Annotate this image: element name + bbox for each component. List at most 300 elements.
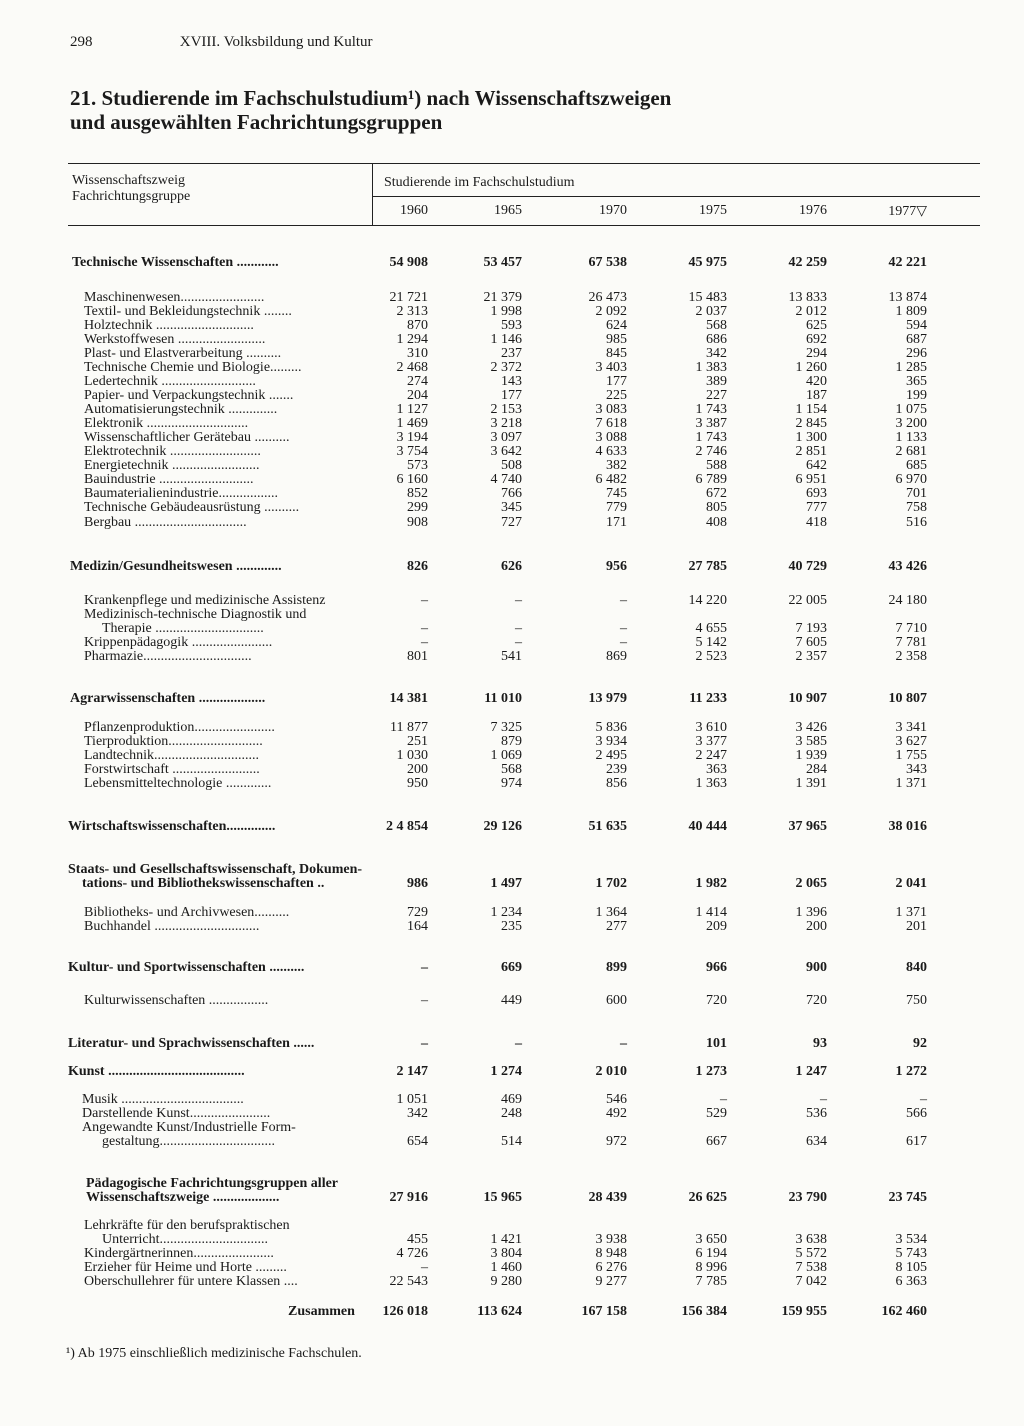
cell-value: 159 955 [781,1304,827,1319]
cell-value: 455 [407,1232,428,1247]
cell-value: 284 [806,762,827,777]
cell-value: 1 809 [895,304,927,319]
cell-value: 239 [606,762,627,777]
cell-value: – [515,635,522,650]
cell-value: 4 740 [490,472,522,487]
cell-value: 13 833 [788,290,827,305]
table-row [0,388,1024,403]
cell-value: 1 272 [895,1064,927,1079]
table-row [0,593,1024,608]
cell-value: 1 371 [895,905,927,920]
cell-value: 900 [806,960,827,975]
cell-value: 701 [906,486,927,501]
cell-value: 6 970 [895,472,927,487]
cell-value: 974 [501,776,522,791]
cell-value: 1 460 [490,1260,522,1275]
cell-value: 1 234 [490,905,522,920]
cell-value: 685 [906,458,927,473]
cell-value: 42 259 [788,255,827,270]
row-label: Kindergärtnerinnen....................... [84,1246,274,1261]
row-label: Krankenpflege und medizinische Assistenz [84,593,326,608]
cell-value: 40 444 [688,819,727,834]
cell-value: 1 075 [895,402,927,417]
cell-value: 1 051 [396,1092,428,1107]
cell-value: 2 012 [795,304,827,319]
row-label: Staats- und Gesellschaftswissenschaft, Dokumen- [68,862,363,877]
cell-value: 10 807 [888,691,927,706]
cell-value: 1 364 [595,905,627,920]
cell-value: 14 381 [389,691,428,706]
row-label: Literatur- und Sprachwissenschaften ...... [68,1036,315,1051]
cell-value: 2 372 [490,360,522,375]
row-label: Kulturwissenschaften ................. [84,993,269,1008]
table-row [0,318,1024,333]
cell-value: – [421,993,428,1008]
cell-value: 21 379 [483,290,522,305]
cell-value: 2 358 [895,649,927,664]
cell-value: 852 [407,486,428,501]
cell-value: 541 [501,649,522,664]
cell-value: 22 005 [788,593,827,608]
cell-value: 766 [501,486,522,501]
cell-value: 1 702 [595,876,627,891]
cell-value: 113 624 [477,1304,522,1319]
cell-value: 2 357 [795,649,827,664]
row-label: Maschinenwesen........................ [84,290,265,305]
cell-value: 568 [706,318,727,333]
cell-value: 1 285 [895,360,927,375]
table-row [0,1260,1024,1275]
row-label: Automatisierungstechnik .............. [84,402,278,417]
row-label: Zusammen [288,1304,355,1319]
table-row [0,720,1024,735]
cell-value: 3 638 [795,1232,827,1247]
cell-value: 727 [501,515,522,530]
row-label: Technische Gebäudeausrüstung .......... [84,500,300,515]
table-title-line2: und ausgewählten Fachrichtungsgruppen [70,110,443,134]
cell-value: 420 [806,374,827,389]
cell-value: 624 [606,318,627,333]
row-label: Wirtschaftswissenschaften.............. [68,819,276,834]
cell-value: 67 538 [588,255,627,270]
cell-value: 972 [606,1134,627,1149]
cell-value: 1 069 [490,748,522,763]
cell-value: 2 523 [695,649,727,664]
cell-value: 593 [501,318,522,333]
cell-value: 14 220 [688,593,727,608]
cell-value: 53 457 [483,255,522,270]
row-label: Kultur- und Sportwissenschaften .......... [68,960,305,975]
year-header: 1975 [699,203,727,218]
table-row [0,960,1024,975]
cell-value: 1 755 [895,748,927,763]
row-label: Forstwirtschaft ......................... [84,762,260,777]
cell-value: 9 277 [595,1274,627,1289]
cell-value: 686 [706,332,727,347]
cell-value: 801 [407,649,428,664]
cell-value: 3 083 [595,402,627,417]
cell-value: 805 [706,500,727,515]
row-label: Technische Chemie und Biologie......... [84,360,302,375]
cell-value: 8 948 [595,1246,627,1261]
cell-value: 126 018 [382,1304,428,1319]
cell-value: 1 982 [695,876,727,891]
cell-value: 3 403 [595,360,627,375]
table-row [0,444,1024,459]
cell-value: 42 221 [888,255,927,270]
table-row [0,1036,1024,1051]
column-group-rule [372,196,980,197]
cell-value: 617 [906,1134,927,1149]
cell-value: 227 [706,388,727,403]
cell-value: 693 [806,486,827,501]
table-row [0,607,1024,622]
row-label: Lehrkräfte für den berufspraktischen [84,1218,290,1233]
cell-value: 869 [606,649,627,664]
cell-value: 3 754 [396,444,428,459]
cell-value: 4 633 [595,444,627,459]
cell-value: 2 247 [695,748,727,763]
cell-value: 26 625 [688,1190,727,1205]
cell-value: – [421,635,428,650]
cell-value: 1 391 [795,776,827,791]
table-row [0,304,1024,319]
cell-value: 40 729 [788,559,827,574]
cell-value: – [620,1036,627,1051]
cell-value: 342 [407,1106,428,1121]
row-label: Energietechnik ......................... [84,458,260,473]
cell-value: – [515,621,522,636]
table-row [0,1064,1024,1079]
table-row [0,332,1024,347]
cell-value: 642 [806,458,827,473]
cell-value: 720 [806,993,827,1008]
cell-value: 1 363 [695,776,727,791]
cell-value: 1 383 [695,360,727,375]
row-label: Medizinisch-technische Diagnostik und [84,607,307,622]
table-row [0,500,1024,515]
table-row [0,762,1024,777]
cell-value: 54 908 [389,255,428,270]
cell-value: 758 [906,500,927,515]
cell-value: 5 572 [795,1246,827,1261]
cell-value: 5 743 [895,1246,927,1261]
cell-value: 343 [906,762,927,777]
table-row [0,776,1024,791]
table-row [0,1232,1024,1247]
year-header: 1965 [494,203,522,218]
cell-value: 492 [606,1106,627,1121]
cell-value: 3 610 [695,720,727,735]
cell-value: 37 965 [788,819,827,834]
cell-value: 187 [806,388,827,403]
cell-value: 11 877 [390,720,428,735]
cell-value: 692 [806,332,827,347]
row-label: Bibliotheks- und Archivwesen.......... [84,905,290,920]
cell-value: – [515,593,522,608]
cell-value: 10 907 [788,691,827,706]
cell-value: 449 [501,993,522,1008]
cell-value: 667 [706,1134,727,1149]
table-title-line1: 21. Studierende im Fachschulstudium¹) nach Wissenschaftszweigen [70,86,672,110]
cell-value: 672 [706,486,727,501]
cell-value: 508 [501,458,522,473]
cell-value: 3 218 [490,416,522,431]
cell-value: 3 387 [695,416,727,431]
cell-value: 209 [706,919,727,934]
cell-value: 6 160 [396,472,428,487]
cell-value: – [620,593,627,608]
footnote: ¹) Ab 1975 einschließlich medizinische Fachschulen. [66,1346,362,1361]
cell-value: 3 341 [895,720,927,735]
table-row [0,748,1024,763]
column-group-label: Studierende im Fachschulstudium [384,175,575,190]
cell-value: 1 273 [695,1064,727,1079]
cell-value: 529 [706,1106,727,1121]
table-top-rule [68,163,980,164]
cell-value: – [515,1036,522,1051]
cell-value: 27 916 [389,1190,428,1205]
cell-value: 277 [606,919,627,934]
year-header: 1960 [400,203,428,218]
table-row [0,1106,1024,1121]
cell-value: 594 [906,318,927,333]
cell-value: 38 016 [888,819,927,834]
page-number: 298 [70,34,93,50]
cell-value: 7 193 [795,621,827,636]
cell-value: 1 260 [795,360,827,375]
table-row [0,290,1024,305]
row-label: Erzieher für Heime und Horte ......... [84,1260,287,1275]
cell-value: 8 996 [695,1260,727,1275]
cell-value: 1 274 [490,1064,522,1079]
row-label: Ledertechnik ........................... [84,374,256,389]
cell-value: 45 975 [688,255,727,270]
table-row [0,635,1024,650]
cell-value: 469 [501,1092,522,1107]
cell-value: 1 743 [695,402,727,417]
cell-value: 745 [606,486,627,501]
cell-value: 7 042 [795,1274,827,1289]
cell-value: 7 781 [895,635,927,650]
cell-value: 365 [906,374,927,389]
row-label: tations- und Bibliothekswissenschaften .. [82,876,325,891]
cell-value: 2 153 [490,402,522,417]
cell-value: 568 [501,762,522,777]
page-header [70,34,373,51]
year-header: 1970 [599,203,627,218]
cell-value: 345 [501,500,522,515]
cell-value: 2 010 [595,1064,627,1079]
cell-value: 3 194 [396,430,428,445]
cell-value: 274 [407,374,428,389]
cell-value: 956 [606,559,627,574]
year-header: 1977▽ [888,204,927,219]
cell-value: – [421,1036,428,1051]
cell-value: 310 [407,346,428,361]
row-label: Holztechnik ............................ [84,318,254,333]
table-row [0,621,1024,636]
cell-value: 7 538 [795,1260,827,1275]
cell-value: 966 [706,960,727,975]
row-label: Technische Wissenschaften ............ [72,255,279,270]
row-label: Medizin/Gesundheitswesen ............. [70,559,282,574]
cell-value: 1 743 [695,430,727,445]
year-header: 1976 [799,203,827,218]
cell-value: 908 [407,515,428,530]
table-row [0,691,1024,706]
row-label: Pflanzenproduktion....................... [84,720,275,735]
cell-value: 29 126 [483,819,522,834]
cell-value: 3 088 [595,430,627,445]
cell-value: 294 [806,346,827,361]
table-row [0,649,1024,664]
row-label: Baumaterialienindustrie................. [84,486,279,501]
cell-value: 235 [501,919,522,934]
cell-value: 251 [407,734,428,749]
cell-value: 2 147 [396,1064,428,1079]
cell-value: 8 105 [895,1260,927,1275]
cell-value: 23 790 [788,1190,827,1205]
row-label: Bergbau ................................ [84,515,247,530]
table-row [0,430,1024,445]
cell-value: 625 [806,318,827,333]
cell-value: 2 746 [695,444,727,459]
row-label: Landtechnik.............................. [84,748,259,763]
cell-value: 7 710 [895,621,927,636]
table-row [0,905,1024,920]
cell-value: 514 [501,1134,522,1149]
cell-value: 2 845 [795,416,827,431]
cell-value: 669 [501,960,522,975]
row-label: Lebensmitteltechnologie ............. [84,776,272,791]
table-row [0,993,1024,1008]
table-row [0,360,1024,375]
row-label: Wissenschaftszweige ................... [86,1190,280,1205]
cell-value: 3 650 [695,1232,727,1247]
table-row [0,559,1024,574]
cell-value: 1 294 [396,332,428,347]
cell-value: 573 [407,458,428,473]
cell-value: 516 [906,515,927,530]
cell-value: 299 [407,500,428,515]
table-row [0,819,1024,834]
cell-value: 237 [501,346,522,361]
cell-value: 167 158 [581,1304,627,1319]
cell-value: 729 [407,905,428,920]
row-label: Werkstoffwesen ......................... [84,332,266,347]
cell-value: 1 146 [490,332,522,347]
cell-value: 1 414 [695,905,727,920]
row-label: Papier- und Verpackungstechnik ....... [84,388,294,403]
cell-value: 1 371 [895,776,927,791]
cell-value: 22 543 [389,1274,428,1289]
cell-value: 11 233 [689,691,727,706]
cell-value: 13 979 [588,691,627,706]
cell-value: – [720,1092,727,1107]
row-label: Unterricht............................... [102,1232,269,1247]
cell-value: 1 030 [396,748,428,763]
cell-value: 1 133 [895,430,927,445]
row-label: Elektrotechnik .......................... [84,444,261,459]
cell-value: 15 483 [688,290,727,305]
cell-value: 600 [606,993,627,1008]
cell-value: 1 396 [795,905,827,920]
cell-value: 588 [706,458,727,473]
cell-value: 2 4 854 [386,819,428,834]
row-label: Agrarwissenschaften ................... [70,691,266,706]
table-row [0,862,1024,877]
cell-value: 3 804 [490,1246,522,1261]
row-label: Kunst ....................................... [68,1064,245,1079]
table-row [0,515,1024,530]
cell-value: 720 [706,993,727,1008]
cell-value: 5 836 [595,720,627,735]
cell-value: 382 [606,458,627,473]
cell-value: 6 363 [895,1274,927,1289]
table-title [70,86,671,134]
cell-value: 536 [806,1106,827,1121]
cell-value: 779 [606,500,627,515]
cell-value: 2 065 [795,876,827,891]
cell-value: 3 534 [895,1232,927,1247]
cell-value: 840 [906,960,927,975]
cell-value: 3 934 [595,734,627,749]
cell-value: 2 681 [895,444,927,459]
cell-value: 777 [806,500,827,515]
cell-value: – [421,593,428,608]
cell-value: 3 627 [895,734,927,749]
cell-value: 23 745 [888,1190,927,1205]
cell-value: 26 473 [588,290,627,305]
cell-value: 6 194 [695,1246,727,1261]
cell-value: 6 789 [695,472,727,487]
cell-value: 3 200 [895,416,927,431]
cell-value: 899 [606,960,627,975]
cell-value: 177 [606,374,627,389]
cell-value: 13 874 [888,290,927,305]
cell-value: 5 142 [695,635,727,650]
table-row [0,1134,1024,1149]
cell-value: 248 [501,1106,522,1121]
cell-value: 3 377 [695,734,727,749]
cell-value: 24 180 [888,593,927,608]
cell-value: 93 [813,1036,827,1051]
cell-value: – [920,1092,927,1107]
row-label: Pädagogische Fachrichtungsgruppen aller [86,1176,339,1191]
cell-value: 342 [706,346,727,361]
table-row [0,876,1024,891]
cell-value: 870 [407,318,428,333]
cell-value: – [820,1092,827,1107]
cell-value: 2 468 [396,360,428,375]
cell-value: 1 154 [795,402,827,417]
cell-value: – [620,621,627,636]
row-label: Textil- und Bekleidungstechnik ........ [84,304,292,319]
cell-value: 101 [706,1036,727,1051]
cell-value: 566 [906,1106,927,1121]
cell-value: 1 421 [490,1232,522,1247]
cell-value: 985 [606,332,627,347]
table-row [0,486,1024,501]
cell-value: 7 325 [490,720,522,735]
row-header-label [72,173,190,205]
table-row [0,1190,1024,1205]
cell-value: 51 635 [588,819,627,834]
cell-value: 1 469 [396,416,428,431]
cell-value: 162 460 [881,1304,927,1319]
cell-value: – [421,960,428,975]
